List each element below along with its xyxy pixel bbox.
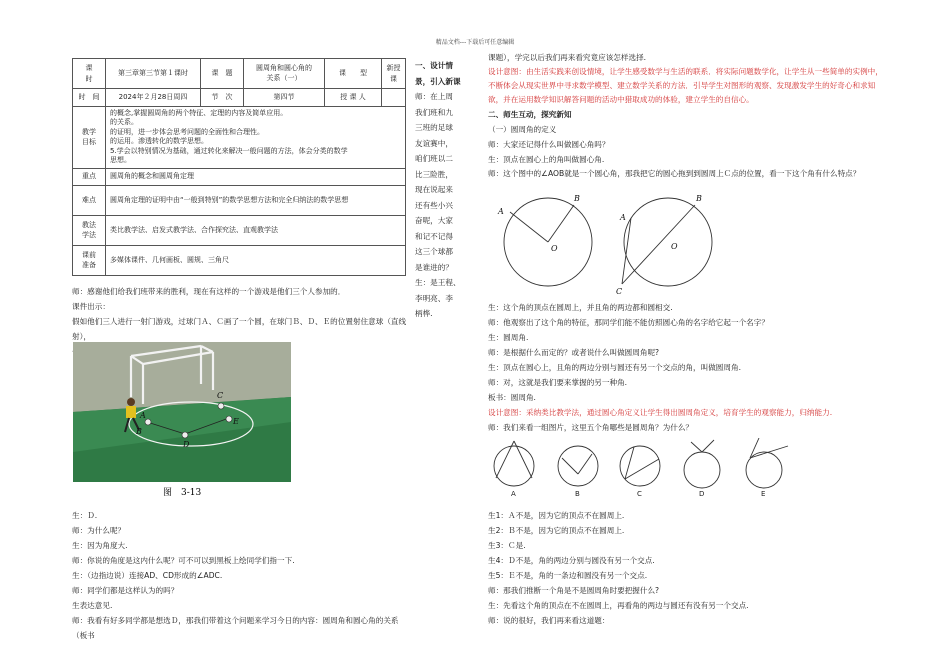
- right-line: 师：他观察出了这个角的特征，那同学们能不能仿照圆心角的名字给它起一个名字？: [488, 318, 769, 327]
- right-line: 师：大家还记得什么叫做圆心角吗？: [488, 140, 610, 149]
- right-bottom: [488, 508, 888, 628]
- fig2-label-b: B: [696, 194, 702, 203]
- right-line: 生：先看这个角的顶点在不在圆周上，再看角的两边与圆还有没有另一个交点.: [488, 601, 749, 610]
- mid-line: 李明亮、李: [415, 293, 453, 303]
- value-section: 第四节: [244, 89, 325, 107]
- right-middle: [488, 300, 888, 435]
- central-vs-inscribed-figure: [488, 188, 728, 298]
- photo-caption: 图 3-13: [163, 488, 202, 498]
- dialogue-line: 生表达意见.: [72, 601, 113, 610]
- dialogue-line: 师：我看有好多同学都是想选Ｄ，那我们带着这个问题来学习今日的内容：圆周角和圆心角的关系（板书: [72, 616, 399, 640]
- mid-line: 是谁进的？: [415, 262, 453, 272]
- mid-line: 我们班和九: [415, 107, 453, 117]
- section-heading-1: 一、设计情景，引入新课: [415, 61, 461, 86]
- right-line: 生：这个角的顶点在圆周上，并且角的两边都和圆相交.: [488, 303, 673, 312]
- dialogue-line: 生：Ｄ.: [72, 511, 98, 520]
- intro-line-1: 师：感谢他们给我们班带来的胜利，现在有这样的一个游戏是他们三个人参加的．: [72, 287, 346, 296]
- right-line: 生：顶点在圆心上的角叫做圆心角.: [488, 155, 605, 164]
- label-key-point: 重点: [73, 168, 106, 185]
- right-line: 师：说的很好，我们再来看这道题：: [488, 616, 610, 625]
- photo-label-a: A: [140, 411, 146, 420]
- lesson-info-table: [72, 58, 406, 276]
- middle-column: [415, 58, 463, 322]
- value-date: 2024年２月28日周四: [106, 89, 201, 107]
- soccer-goal-photo: [73, 342, 291, 500]
- mid-line: 这三个球都: [415, 247, 453, 256]
- middle-dialogue: [415, 89, 463, 322]
- mid-line: 柄桦.: [415, 309, 433, 318]
- mid-line: 现在说起来: [415, 185, 453, 194]
- subsection-heading: （一）圆周角的定义: [488, 125, 557, 134]
- mid-line: 比三险胜，: [415, 169, 453, 179]
- label-time: 时 间: [73, 89, 106, 107]
- label-lesson-period: 课 时: [73, 59, 106, 89]
- dialogue-line: 师：你说的角度是这内什么呢？可不可以到黑板上绘同学们指一下.: [72, 556, 295, 565]
- difficulty: 圆周角定理的证明中由“一般到特别”的数学思想方法和完全归纳法的数学思想: [106, 185, 406, 215]
- fig2-label-a: A: [620, 213, 626, 222]
- mid-line: 师：在上周: [415, 92, 453, 101]
- right-line: 师：我们来看一组图片，这里五个角哪些是圆周角？为什么？: [488, 423, 694, 432]
- example-label-c: C: [637, 490, 642, 498]
- fig2-label-o: O: [671, 242, 678, 251]
- right-line: 师：对，这就是我们要来掌握的另一种角.: [488, 378, 628, 387]
- example-label-a: A: [511, 490, 516, 498]
- methods: 类比教学法、启发式教学法、合作探究法、直观教学法: [106, 215, 406, 245]
- design-intent-2: 设计意图：采纳类比教学法，通过圆心角定义让学生得出圆周角定义，培育学生的观察能力，归纳能力.: [488, 408, 833, 417]
- dialogue-line: 生：（边指边说）连接AD、CD形成的∠ADC.: [72, 571, 223, 580]
- mid-line: 奋呢，大家: [415, 216, 453, 225]
- example-label-b: B: [575, 490, 580, 498]
- photo-label-c: C: [217, 391, 224, 400]
- dialogue-line: 师：同学们都是这样认为的吗？: [72, 586, 179, 595]
- mid-line: 和记不记得: [415, 231, 453, 241]
- mid-line: 还有些小兴: [415, 200, 453, 210]
- design-intent-1: 设计意图：由生活实践来创设情境，让学生感受数学与生活的联系．将实际问题数学化，让学生从一些简单的实例中，不断体会从现实世界中寻求数学模型、建立数学关系的方法．引导学生对图形的观察、发现激发学生的好奇心和求知欲，并在运用数学知识解答问题的活动中猎取成功的体验，建立学生的自信心。: [488, 67, 883, 104]
- right-line: 生3：Ｃ是.: [488, 541, 526, 550]
- right-line: 生：圆周角.: [488, 333, 529, 342]
- right-line: 师：是根据什么而定的？或者说什么叫做圆周角呢?: [488, 348, 660, 357]
- mid-line: 咱们班以二: [415, 154, 453, 163]
- photo-label-e: E: [233, 417, 239, 426]
- fig1-label-o: O: [551, 244, 558, 253]
- label-section: 节 次: [201, 89, 244, 107]
- right-line: 生4：Ｄ不是，角的两边分别与圆没有另一个交点.: [488, 556, 655, 565]
- intro-line-2: 课件出示：: [72, 302, 110, 311]
- goals-list: 的概念,掌握圆周角的两个特征、定理的内容及简单应用。 的关系。 的证明，进一步体会思考问题的全面性和合理性。 的运用。渗透转化的数学思想。 5.学会以特别情况为基础，通过转化来解决一般问题的方法，体会分类的数学 思想。: [106, 107, 406, 169]
- label-lesson-type: 课 型: [325, 59, 382, 89]
- right-line: 生2：Ｂ不是，因为它的顶点不在圆周上.: [488, 526, 625, 535]
- right-line: 生：顶点在圆心上，且角的两边分别与圆还有另一个交点的角，叫做圆周角.: [488, 363, 742, 372]
- right-line: 课题），学完以后我们再来看究竟应该怎样选择.: [488, 53, 647, 62]
- right-line: 师：这个图中的∠AOB就是一个圆心角，那我把它的圆心拖到到圆周上Ｃ点的位置，看一下这个角有什么特点？: [488, 169, 861, 178]
- label-goals: 教学 目标: [73, 107, 106, 169]
- mid-line: 友谊赛中，: [415, 138, 453, 148]
- photo-label-b: B: [136, 427, 142, 436]
- example-label-d: D: [699, 490, 705, 498]
- fig1-label-b: B: [574, 194, 580, 203]
- value-teacher: [382, 89, 406, 107]
- key-point: 圆周角的概念和圆周角定理: [106, 168, 406, 185]
- mid-line: 生：是王程、: [415, 278, 461, 287]
- right-line: 师：那我们推断一个角是不是圆周角时要把握什么?: [488, 586, 660, 595]
- page-header: 精品文档---下载后可任意编辑: [435, 39, 515, 46]
- preparation: 多媒体课件、几何画板、圆规、三角尺: [106, 245, 406, 275]
- value-topic: 圆周角和圆心角的 关系（一）: [244, 59, 325, 89]
- example-label-e: E: [761, 490, 766, 498]
- right-line: 板书：圆周角.: [488, 393, 536, 402]
- dialogue-line: 师：为什么呢？: [72, 526, 126, 535]
- right-line: 生5：Ｅ不是，角的一条边和圆没有另一个交点.: [488, 571, 648, 580]
- value-lesson-period: 第三章第三节第１课时: [106, 59, 201, 89]
- right-line: 生1：Ａ不是，因为它的顶点不在圆周上.: [488, 511, 625, 520]
- value-lesson-type: 新授课: [382, 59, 406, 89]
- right-top: [488, 50, 888, 181]
- angle-examples-figure: [488, 438, 798, 500]
- mid-line: 三班的足球: [415, 123, 453, 132]
- intro-line-3: 假如他们三人进行一射门游戏，过球门Ａ、Ｃ画了一个圆，在球门Ｂ、Ｄ、Ｅ的位置射住意球（直线射），: [72, 317, 407, 341]
- section-heading-2: 二、师生互动，探究新知: [488, 110, 572, 119]
- fig2-label-c: C: [616, 287, 623, 296]
- label-teacher: 授 课 人: [325, 89, 382, 107]
- photo-label-d: D: [183, 440, 190, 449]
- label-difficulty: 难点: [73, 185, 106, 215]
- dialogue-line: 生：因为角度大.: [72, 541, 128, 550]
- left-dialogue: [72, 508, 412, 643]
- label-topic: 课 题: [201, 59, 244, 89]
- fig1-label-a: A: [498, 207, 504, 216]
- label-methods: 教法 学法: [73, 215, 106, 245]
- label-preparation: 课前 准备: [73, 245, 106, 275]
